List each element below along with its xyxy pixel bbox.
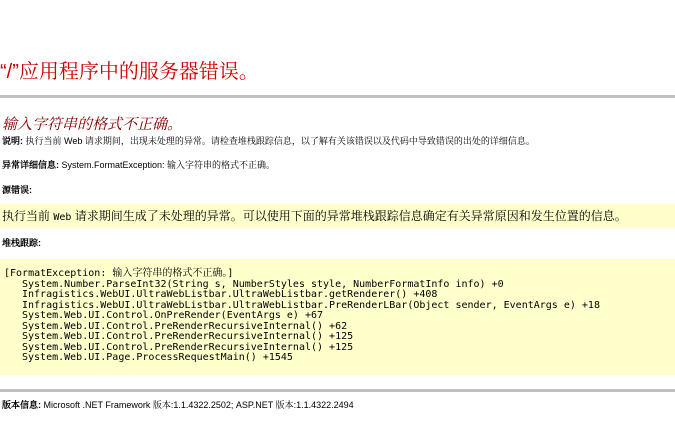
description-text: 执行当前 Web 请求期间，出现未处理的异常。请检查堆栈跟踪信息，以了解有关该错误以及代码中导致错误的出处的详细信息。	[23, 136, 535, 146]
source-error-prefix: 执行当前	[2, 209, 54, 223]
stack-frame: System.Web.UI.Control.OnPreRender(EventArgs e) +67	[22, 310, 324, 321]
stack-trace-label	[2, 237, 41, 249]
error-message: 输入字符串的格式不正确。	[2, 116, 183, 133]
page-title: “/”应用程序中的服务器错误。	[0, 61, 259, 83]
source-error-label	[2, 184, 32, 196]
stack-trace-panel	[0, 259, 675, 375]
stack-frame: Infragistics.WebUI.UltraWebListbar.UltraWebListbar.getRenderer() +408	[22, 289, 438, 300]
source-error-web: Web	[53, 212, 72, 223]
exception-details-label: 异常详细信息:	[2, 160, 59, 170]
description-label: 说明:	[2, 136, 23, 146]
source-error-text	[2, 209, 627, 225]
stack-trace-text	[4, 269, 600, 364]
version-info-line	[2, 399, 354, 411]
header-divider	[0, 95, 675, 98]
version-info-text: Microsoft .NET Framework 版本:1.1.4322.2502; ASP.NET 版本:1.1.4322.2494	[41, 400, 354, 410]
stack-frame: System.Number.ParseInt32(String s, NumberStyles style, NumberFormatInfo info) +0	[22, 278, 504, 290]
stack-frame: System.Web.UI.Control.PreRenderRecursiveInternal() +125	[22, 331, 354, 342]
exception-details-line	[2, 159, 275, 171]
stack-trace-label-text: 堆栈跟踪:	[2, 238, 41, 248]
footer-divider	[0, 389, 675, 392]
stack-frame: System.Web.UI.Control.PreRenderRecursiveInternal() +125	[22, 341, 354, 353]
exception-details-text: System.FormatException: 输入字符串的格式不正确。	[59, 160, 276, 170]
stack-frame: System.Web.UI.Control.PreRenderRecursiveInternal() +62	[22, 320, 348, 332]
source-error-suffix: 请求期间生成了未处理的异常。可以使用下面的异常堆栈跟踪信息确定有关异常原因和发生位置的信息。	[71, 209, 627, 223]
stack-trace-header: [FormatException: 输入字符串的格式不正确。]	[4, 268, 234, 279]
stack-frame: Infragistics.WebUI.UltraWebListbar.UltraWebListbar.PreRenderLBar(Object sender, EventArgs e) +18	[22, 299, 600, 311]
description-line	[2, 135, 535, 147]
source-error-label-text: 源错误:	[2, 185, 32, 195]
stack-frame: System.Web.UI.Page.ProcessRequestMain() +1545	[22, 352, 293, 363]
version-info-label: 版本信息:	[2, 400, 41, 410]
source-error-panel	[0, 204, 675, 228]
